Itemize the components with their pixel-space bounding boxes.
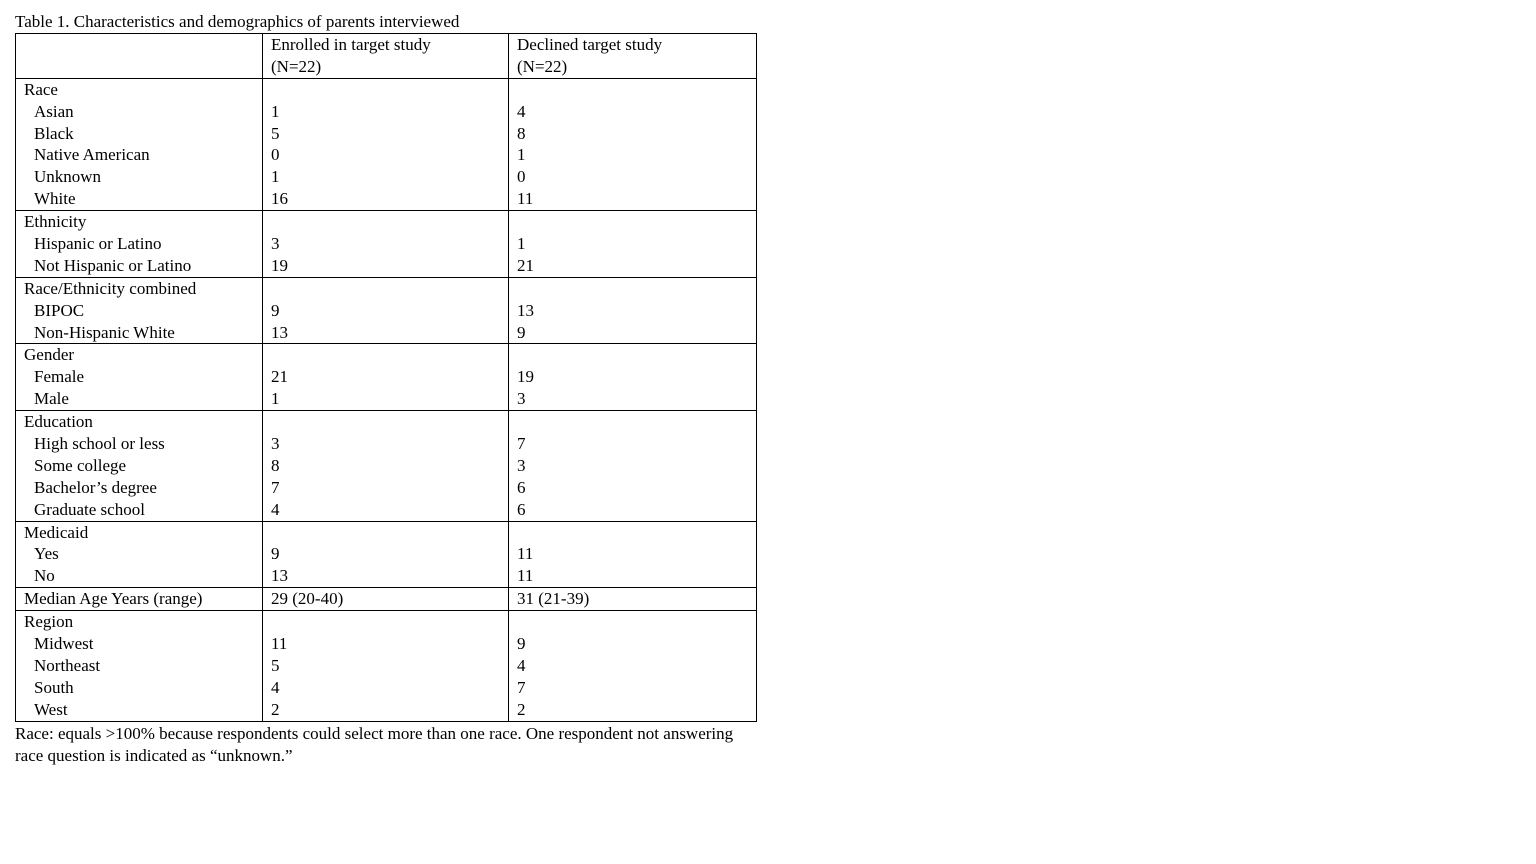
table-row xyxy=(16,521,757,588)
enrolled-value: 4 xyxy=(271,499,280,519)
enrolled-value: 9 xyxy=(271,544,280,564)
enrolled-cell xyxy=(263,588,509,611)
row-label: South xyxy=(34,677,74,697)
header-cell-declined xyxy=(509,34,757,79)
category-cell xyxy=(16,588,263,611)
empty-cell-line xyxy=(271,522,508,544)
row-label: West xyxy=(34,699,68,719)
declined-cell xyxy=(509,588,757,611)
empty-cell-line xyxy=(271,278,508,300)
enrolled-cell xyxy=(263,211,509,278)
declined-cell xyxy=(509,521,757,588)
row-label: Northeast xyxy=(34,655,101,675)
declined-cell xyxy=(509,277,757,344)
demographics-table xyxy=(15,33,757,722)
declined-value: 11 xyxy=(517,189,534,209)
row-label: Yes xyxy=(34,544,59,564)
enrolled-cell xyxy=(263,277,509,344)
group-label: Ethnicity xyxy=(24,212,87,232)
declined-value: 31 (21-39) xyxy=(517,589,590,609)
group-label: Medicaid xyxy=(24,522,89,542)
declined-value: 7 xyxy=(517,677,526,697)
row-label: High school or less xyxy=(34,434,165,454)
enrolled-value: 9 xyxy=(271,300,280,320)
group-label: Education xyxy=(24,412,93,432)
row-label: Midwest xyxy=(34,634,94,654)
enrolled-value: 1 xyxy=(271,101,280,121)
table-row xyxy=(16,211,757,278)
row-label: Bachelor’s degree xyxy=(34,477,157,497)
enrolled-value: 21 xyxy=(271,367,288,387)
declined-cell xyxy=(509,411,757,521)
header-declined-n: (N=22) xyxy=(517,56,568,76)
enrolled-value: 13 xyxy=(271,322,288,342)
enrolled-value: 4 xyxy=(271,677,280,697)
empty-cell-line xyxy=(271,411,508,433)
declined-value: 11 xyxy=(517,544,534,564)
enrolled-value: 1 xyxy=(271,389,280,409)
declined-value: 9 xyxy=(517,322,526,342)
row-label: Graduate school xyxy=(34,499,145,519)
enrolled-value: 3 xyxy=(271,234,280,254)
declined-value: 0 xyxy=(517,167,526,187)
declined-value: 19 xyxy=(517,367,534,387)
row-label: Unknown xyxy=(34,167,102,187)
table-row xyxy=(16,78,757,210)
category-cell xyxy=(16,344,263,411)
table-footnote: Race: equals >100% because respondents could select more than one race. One respondent not answering race question is indicated as “unknown.” xyxy=(15,723,734,765)
empty-cell-line xyxy=(517,278,756,300)
header-cell-enrolled xyxy=(263,34,509,79)
empty-cell-line xyxy=(517,211,756,233)
header-label xyxy=(24,34,262,56)
declined-value: 4 xyxy=(517,101,526,121)
enrolled-value: 5 xyxy=(271,655,280,675)
declined-value: 1 xyxy=(517,234,526,254)
row-label: Hispanic or Latino xyxy=(34,234,162,254)
enrolled-value: 8 xyxy=(271,455,280,475)
category-cell xyxy=(16,411,263,521)
group-label: Gender xyxy=(24,345,75,365)
enrolled-cell xyxy=(263,344,509,411)
enrolled-value: 16 xyxy=(271,189,288,209)
declined-value: 7 xyxy=(517,434,526,454)
table-row xyxy=(16,411,757,521)
declined-value: 9 xyxy=(517,634,526,654)
category-cell xyxy=(16,277,263,344)
empty-cell-line xyxy=(517,344,756,366)
enrolled-value: 19 xyxy=(271,255,288,275)
enrolled-value: 3 xyxy=(271,434,280,454)
declined-cell xyxy=(509,344,757,411)
declined-cell xyxy=(509,78,757,210)
declined-cell xyxy=(509,611,757,721)
row-label: Some college xyxy=(34,455,127,475)
group-label: Region xyxy=(24,612,74,632)
row-label: Non-Hispanic White xyxy=(34,322,175,342)
enrolled-value: 7 xyxy=(271,477,280,497)
row-label: Asian xyxy=(34,101,74,121)
empty-cell-line xyxy=(271,211,508,233)
declined-cell xyxy=(509,211,757,278)
header-cell-blank xyxy=(16,34,263,79)
empty-cell-line xyxy=(517,611,756,633)
declined-value: 13 xyxy=(517,300,534,320)
enrolled-cell xyxy=(263,411,509,521)
group-label: Race/Ethnicity combined xyxy=(24,278,197,298)
header-enrolled-title: Enrolled in target study xyxy=(271,35,431,54)
enrolled-value: 29 (20-40) xyxy=(271,589,344,609)
declined-value: 6 xyxy=(517,477,526,497)
table-caption: Table 1. Characteristics and demographics of parents interviewed xyxy=(15,12,460,31)
declined-value: 6 xyxy=(517,499,526,519)
row-label: White xyxy=(34,189,76,209)
category-cell xyxy=(16,521,263,588)
header-enrolled-n: (N=22) xyxy=(271,56,322,76)
row-label: Not Hispanic or Latino xyxy=(34,255,192,275)
row-label: Female xyxy=(34,367,85,387)
declined-value: 11 xyxy=(517,566,534,586)
declined-value: 4 xyxy=(517,655,526,675)
enrolled-value: 5 xyxy=(271,123,280,143)
table-row xyxy=(16,611,757,721)
enrolled-value: 11 xyxy=(271,634,288,654)
category-cell xyxy=(16,78,263,210)
table-row xyxy=(16,344,757,411)
row-label: BIPOC xyxy=(34,300,85,320)
declined-value: 8 xyxy=(517,123,526,143)
enrolled-cell xyxy=(263,521,509,588)
group-label: Median Age Years (range) xyxy=(24,589,203,609)
enrolled-value: 0 xyxy=(271,145,280,165)
document xyxy=(15,11,756,767)
row-label: No xyxy=(34,566,55,586)
group-label: Race xyxy=(24,79,58,99)
header-row xyxy=(16,34,757,79)
header-declined-title: Declined target study xyxy=(517,35,663,54)
row-label: Native American xyxy=(34,145,150,165)
row-label: Black xyxy=(34,123,74,143)
empty-cell-line xyxy=(517,411,756,433)
table-row xyxy=(16,588,757,611)
enrolled-cell xyxy=(263,78,509,210)
empty-cell-line xyxy=(271,344,508,366)
enrolled-value: 2 xyxy=(271,699,280,719)
category-cell xyxy=(16,611,263,721)
declined-value: 21 xyxy=(517,255,534,275)
category-cell xyxy=(16,211,263,278)
empty-cell-line xyxy=(271,611,508,633)
declined-value: 1 xyxy=(517,145,526,165)
enrolled-cell xyxy=(263,611,509,721)
empty-cell-line xyxy=(517,79,756,101)
enrolled-value: 13 xyxy=(271,566,288,586)
declined-value: 2 xyxy=(517,699,526,719)
row-label: Male xyxy=(34,389,69,409)
declined-value: 3 xyxy=(517,455,526,475)
enrolled-value: 1 xyxy=(271,167,280,187)
empty-cell-line xyxy=(271,79,508,101)
empty-cell-line xyxy=(517,522,756,544)
table-row xyxy=(16,277,757,344)
declined-value: 3 xyxy=(517,389,526,409)
